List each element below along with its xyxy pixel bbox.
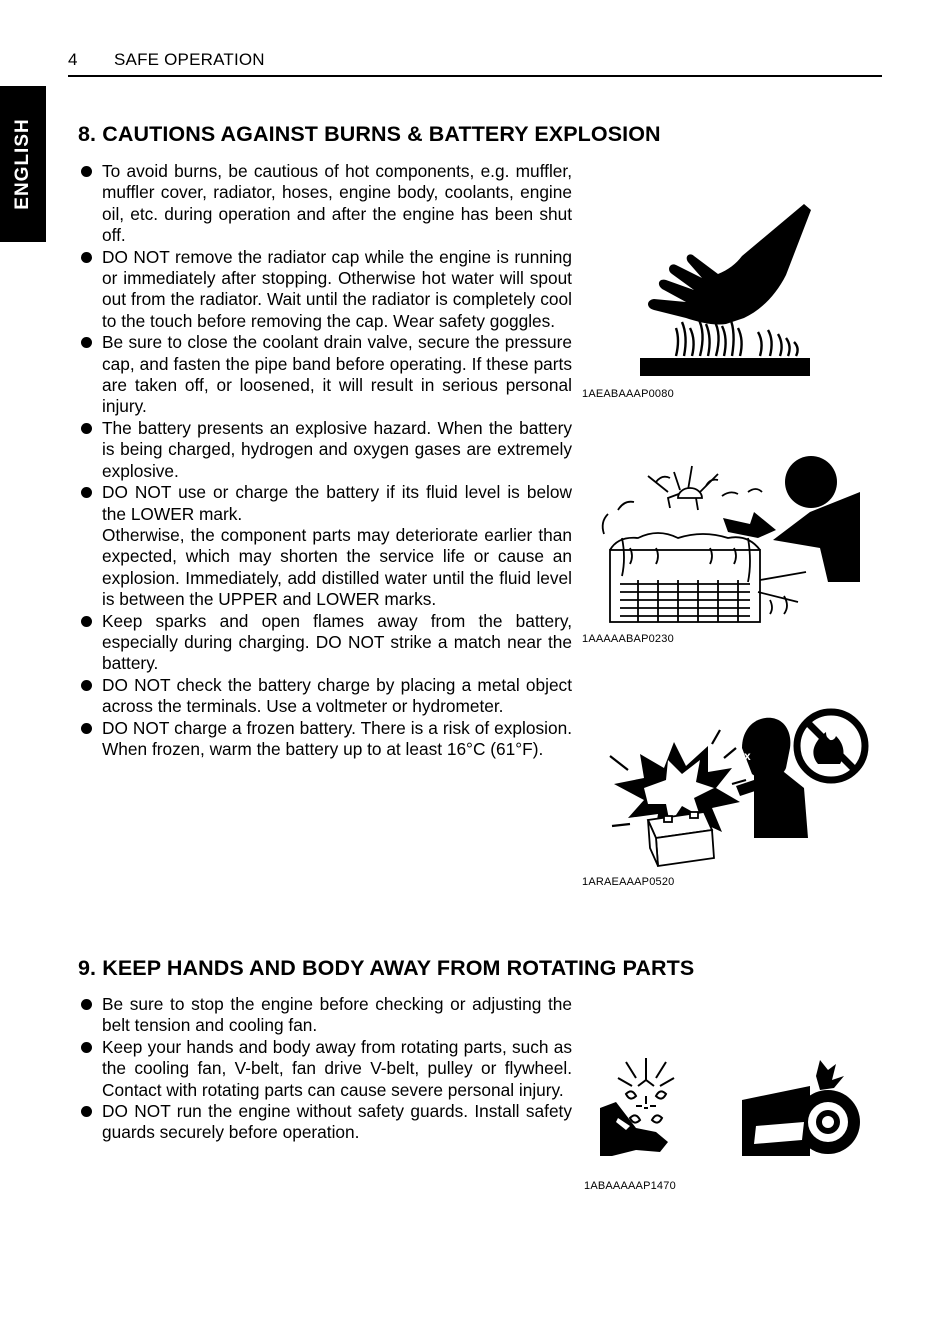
page-number: 4 <box>68 50 78 69</box>
list-item <box>78 611 572 675</box>
list-item <box>78 332 572 418</box>
bullet-text: DO NOT remove the radiator cap while the engine is running or immediately after stopping. Otherwise hot water will spout out from the radiator. Wait until the radiator is completely cool to the touch before removing the cap. Wear safety goggles. <box>102 246 572 331</box>
bullet-text: Be sure to stop the engine before checking or adjusting the belt tension and cooling fan. <box>102 994 572 1036</box>
bullet-text: DO NOT check the battery charge by placing a metal object across the terminals. Use a voltmeter or hydrometer. <box>102 674 572 717</box>
running-header-title: SAFE OPERATION <box>114 50 265 69</box>
bullet-text: DO NOT use or charge the battery if its fluid level is below the LOWER mark. <box>102 482 572 524</box>
figure-caption: 1ABAAAAAP1470 <box>584 1180 676 1192</box>
rotating-fan-hand-icon <box>596 1056 862 1164</box>
bullet-text: The battery presents an explosive hazard. When the battery is being charged, hydrogen and oxygen gases are extremely explosive. <box>102 417 572 481</box>
svg-text:x: x <box>744 749 751 763</box>
list-item <box>78 482 572 610</box>
list-item <box>78 1037 572 1101</box>
figure-caption: 1AAAAABAP0230 <box>582 633 674 645</box>
list-item <box>78 718 572 761</box>
list-item <box>78 418 572 482</box>
section-9-bullet-list <box>78 994 572 1144</box>
bullet-text: DO NOT charge a frozen battery. There is a risk of explosion. When frozen, warm the battery up to at least 16°C (61°F). <box>102 717 572 759</box>
list-item <box>78 1101 572 1144</box>
bullet-text: DO NOT run the engine without safety guards. Install safety guards securely before operation. <box>102 1101 572 1143</box>
bullet-text: To avoid burns, be cautious of hot components, e.g. muffler, muffler cover, radiator, hoses, engine body, coolants, engine oil, etc. during operation and after the engine has been shut off. <box>102 161 572 246</box>
section-9-heading: 9. KEEP HANDS AND BODY AWAY FROM ROTATING PARTS <box>78 956 695 980</box>
bullet-text: Be sure to close the coolant drain valve, secure the pressure cap, and fasten the pipe band before operating. If these parts are taken off, or loosened, it will result in serious personal injury. <box>102 332 572 417</box>
list-item <box>78 675 572 718</box>
list-item <box>78 161 572 247</box>
header-rule <box>68 75 882 77</box>
hot-surface-hand-icon <box>636 200 816 380</box>
language-tab-label: ENGLISH <box>12 118 33 210</box>
list-item <box>78 994 572 1037</box>
language-tab <box>0 86 46 242</box>
bullet-continuation: Otherwise, the component parts may deteriorate earlier than expected, which may shorten the service life or cause an explosion. Immediately, add distilled water until the fluid level is between the UPPER and LOWER marks. <box>102 524 572 610</box>
battery-explosion-icon <box>604 708 870 868</box>
figure-caption: 1AEABAAAP0080 <box>582 388 674 400</box>
list-item <box>78 247 572 333</box>
section-8-heading: 8. CAUTIONS AGAINST BURNS & BATTERY EXPLOSION <box>78 122 661 146</box>
bullet-text: Keep sparks and open flames away from the battery, especially during charging. DO NOT strike a match near the battery. <box>102 610 572 674</box>
radiator-spray-icon <box>598 452 866 632</box>
figure-caption: 1ARAEAAAP0520 <box>582 876 675 888</box>
bullet-text: Keep your hands and body away from rotating parts, such as the cooling fan, V-belt, fan drive V-belt, pulley or flywheel. Contact with rotating parts can cause severe personal injury. <box>102 1036 572 1100</box>
section-8-bullet-list <box>78 161 572 760</box>
